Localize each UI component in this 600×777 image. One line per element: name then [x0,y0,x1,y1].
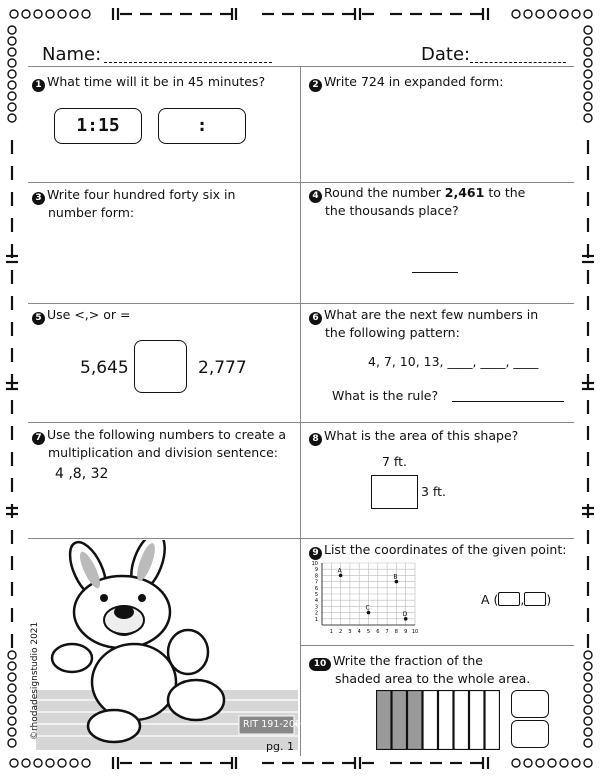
border-dot [584,728,592,736]
border-dot [548,759,556,767]
x-tick-label: 3 [348,629,352,635]
border-dot [584,684,592,692]
border-dot [584,26,592,34]
x-tick-label: 5 [366,629,371,635]
divider [300,66,301,756]
y-tick-label: 8 [314,573,318,580]
x-tick-label: 1 [329,629,333,635]
border-dot [8,37,16,45]
border-dot [584,70,592,78]
question-2: 2 Write 724 in expanded form: [309,74,503,92]
border-dot [46,10,54,18]
border-dot [584,114,592,122]
border-dot [536,10,544,18]
border-dot [8,59,16,67]
question-10: 10 Write the fraction of the shaded area to the whole area. [309,653,530,686]
border-dot [8,684,16,692]
name-field[interactable] [104,62,272,63]
border-dot [82,10,90,18]
border-dot [8,673,16,681]
y-tick-label: 2 [314,610,318,617]
border-dot [8,651,16,659]
x-tick-label: 4 [357,629,361,635]
border-dot [584,59,592,67]
grid-point-label: B [393,573,398,581]
question-number: 1 [32,79,45,92]
border-dot [584,10,592,18]
border-dot [8,103,16,111]
compare-left-value: 5,645 [80,358,129,378]
border-dot [10,10,18,18]
date-field[interactable] [470,62,566,63]
question-number: 9 [309,547,322,560]
y-answer-box[interactable] [524,592,546,606]
border-dot [584,759,592,767]
question-5: 5 Use <,> or = [32,307,130,325]
border-dot [10,759,18,767]
x-tick-label: 2 [339,629,343,635]
question-number: 2 [309,79,322,92]
answer-line[interactable] [412,272,458,273]
border-dot [572,10,580,18]
clock-start-box: 1:15 [54,108,142,144]
fraction-bars [376,690,500,750]
unshaded-bar [470,691,485,750]
page-number: pg. 1 [266,740,294,753]
border-dot [8,114,16,122]
border-dot [70,759,78,767]
question-8: 8 What is the area of this shape? [309,428,518,446]
border-dot [584,103,592,111]
border-dot [560,759,568,767]
x-tick-label: 7 [385,629,389,635]
copyright-text: ©rhodadesignstudio 2021 [30,621,40,740]
question-6: 6 What are the next few numbers in the following pattern: [309,307,538,340]
x-tick-label: 9 [404,629,408,635]
divider [28,182,574,183]
border-dot [34,10,42,18]
border-dot [46,759,54,767]
x-tick-label: 6 [376,629,380,635]
coordinate-grid [310,557,435,639]
border-dot [8,706,16,714]
question-9: 9 List the coordinates of the given point: [309,542,566,560]
border-dot [8,717,16,725]
border-dot [512,10,520,18]
border-dot [524,10,532,18]
border-dot [584,673,592,681]
border-dot [584,662,592,670]
question-number: 6 [309,312,322,325]
compare-right-value: 2,777 [198,358,247,378]
border-dot [58,759,66,767]
rectangle-shape [371,475,418,509]
border-dot [584,695,592,703]
border-dot [8,695,16,703]
border-dot [584,48,592,56]
width-label: 7 ft. [382,454,407,469]
question-7: 7 Use the following numbers to create a multiplication and division sentence: [32,427,286,460]
grid-point-label: D [402,610,408,618]
rule-answer-line[interactable] [452,401,564,402]
clock-answer-box[interactable]: : [158,108,246,144]
border-dot [8,92,16,100]
numerator-box[interactable] [511,690,549,718]
border-dot [82,759,90,767]
height-label: 3 ft. [421,484,446,499]
border-dot [8,81,16,89]
shaded-bar [392,691,407,750]
question-number: 8 [309,433,322,446]
border-dot [548,10,556,18]
divider [300,645,574,646]
border-dot [536,759,544,767]
border-dot [512,759,520,767]
y-tick-label: 1 [314,616,318,623]
question-number: 5 [32,312,45,325]
border-dot [58,10,66,18]
y-tick-label: 4 [314,598,318,605]
denominator-box[interactable] [511,720,549,748]
divider [28,538,574,539]
border-dot [8,739,16,747]
x-tick-label: 8 [394,629,398,635]
border-dot [584,739,592,747]
border-dot [572,759,580,767]
compare-answer-box[interactable] [134,340,187,393]
unshaded-bar [485,691,500,750]
border-dot [584,37,592,45]
border-dot [560,10,568,18]
border-dot [8,48,16,56]
y-tick-label: 5 [314,592,318,598]
y-tick-label: 6 [314,585,318,592]
border-dot [8,70,16,78]
x-answer-box[interactable] [498,592,520,606]
x-tick-label: 10 [411,629,419,635]
border-dot [584,717,592,725]
rit-badge: RIT 191-200 [243,719,301,730]
y-tick-label: 9 [314,567,318,574]
question-4: 4 Round the number 2,461 to the the thousands place? [309,185,525,218]
question-1: 1 What time will it be in 45 minutes? [32,74,265,92]
name-label: Name: [42,44,102,65]
y-tick-label: 3 [314,604,318,611]
question-number: 7 [32,432,45,445]
divider [28,422,574,423]
divider [28,303,574,304]
unshaded-bar [454,691,469,750]
y-tick-label: 10 [311,561,318,567]
border-dot [22,759,30,767]
border-dot [524,759,532,767]
border-dot [8,728,16,736]
pattern-sequence: 4, 7, 10, 13, ____, ____, ____ [368,354,539,369]
question-number: 3 [32,192,45,205]
border-dot [584,92,592,100]
divider [28,66,574,67]
grid-point-label: C [365,604,370,612]
shaded-bar [408,691,423,750]
border-dot [584,81,592,89]
question-number: 10 [309,658,331,671]
date-label: Date: [421,44,471,65]
border-dot [8,662,16,670]
y-tick-label: 7 [314,579,318,586]
question-number: 4 [309,190,322,203]
unshaded-bar [439,691,454,750]
coordinate-answer: A ( , ) [481,592,552,607]
question-3: 3 Write four hundred forty six in number form: [32,187,235,220]
border-dot [22,10,30,18]
border-dot [34,759,42,767]
rule-label: What is the rule? [332,388,439,403]
unshaded-bar [423,691,438,750]
grid-point-label: A [337,567,342,575]
shaded-bar [377,691,392,750]
border-dot [70,10,78,18]
border-dot [8,26,16,34]
border-dot [584,651,592,659]
given-numbers: 4 ,8, 32 [55,466,109,482]
border-dot [584,706,592,714]
